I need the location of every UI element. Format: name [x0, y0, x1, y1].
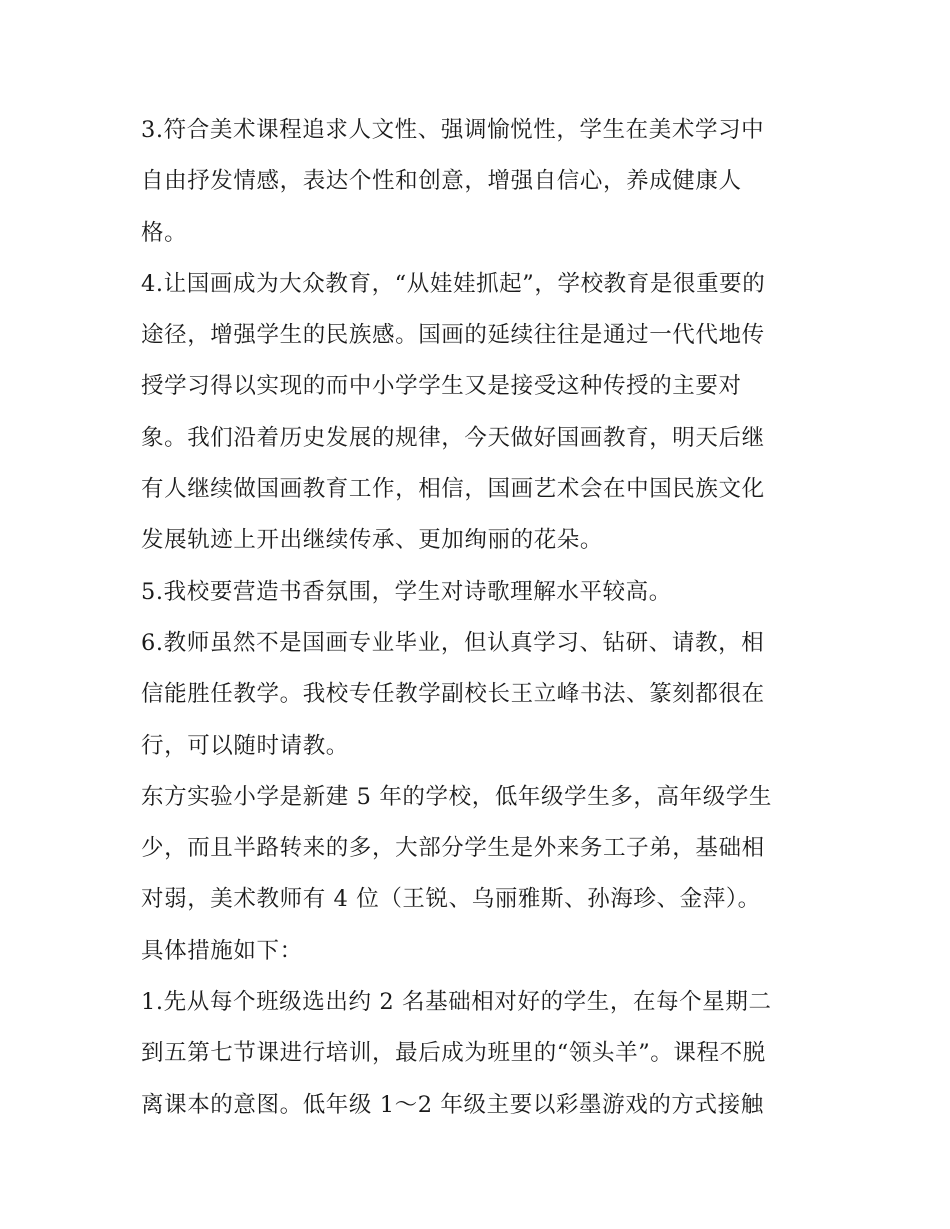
text-line: 到五第七节课进行培训，最后成为班里的“领头羊”。课程不脱 [141, 1040, 766, 1067]
text-line: 自由抒发情感，表达个性和创意，增强自信心，养成健康人 [141, 168, 742, 195]
paragraph-item-6 [141, 618, 821, 772]
text-line: 5.我校要营造书香氛围，学生对诗歌理解水平较高。 [141, 578, 672, 605]
text-line: 象。我们沿着历史发展的规律，今天做好国画教育，明天后继 [141, 424, 765, 451]
text-line: 3.符合美术课程追求人文性、强调愉悦性，学生在美术学习中 [141, 117, 765, 143]
text-line: 离课本的意图。低年级 1～2 年级主要以彩墨游戏的方式接触 [141, 1091, 764, 1118]
text-line: 行，可以随时请教。 [141, 732, 349, 759]
text-line: 发展轨迹上开出继续传承、更加绚丽的花朵。 [141, 527, 604, 554]
text-line: 东方实验小学是新建 5 年的学校，低年级学生多，高年级学生 [141, 783, 773, 810]
text-line: 对弱，美术教师有 4 位（王锐、乌丽雅斯、孙海珍、金萍）。 [141, 886, 761, 913]
paragraph-item-5 [141, 567, 821, 618]
text-line: 信能胜任教学。我校专任教学副校长王立峰书法、篆刻都很在 [141, 681, 765, 708]
text-line: 途径，增强学生的民族感。国画的延续往往是通过一代代地传 [141, 322, 765, 349]
text-line: 4.让国画成为大众教育，“从娃娃抓起”，学校教育是很重要的 [141, 270, 766, 297]
text-line: 有人继续做国画教育工作，相信，国画艺术会在中国民族文化 [141, 476, 765, 503]
section-heading-measures [141, 926, 821, 977]
text-line: 格。 [141, 219, 188, 246]
paragraph-item-3 [141, 105, 821, 259]
text-line: 授学习得以实现的而中小学学生又是接受这种传授的主要对 [141, 373, 742, 400]
text-line: 少，而且半路转来的多，大部分学生是外来务工子弟，基础相 [141, 835, 765, 862]
paragraph-measure-1 [141, 977, 821, 1131]
document-body [141, 105, 821, 1131]
paragraph-school-intro [141, 772, 821, 926]
text-line: 1.先从每个班级选出约 2 名基础相对好的学生，在每个星期二 [141, 989, 772, 1016]
text-line: 具体措施如下： [141, 937, 303, 964]
text-line: 6.教师虽然不是国画专业毕业，但认真学习、钻研、请教，相 [141, 629, 765, 656]
paragraph-item-4 [141, 259, 821, 567]
